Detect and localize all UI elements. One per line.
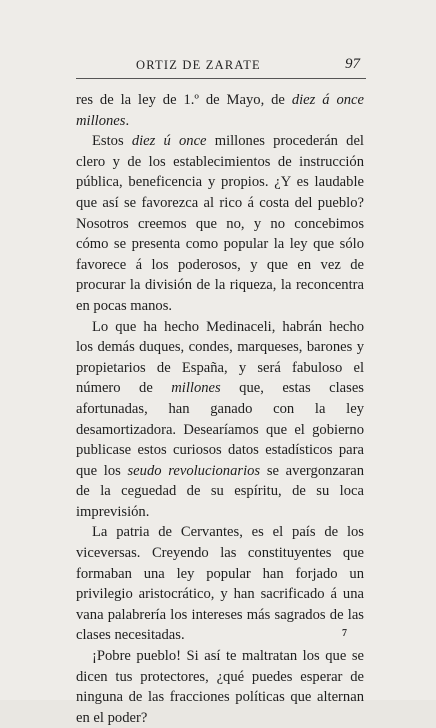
text-run: se avergonzaran de la ceguedad de su espíritu, de su loca imprevisión. xyxy=(76,462,364,520)
running-title: ORTIZ DE ZARATE xyxy=(136,58,261,72)
text-run: millones procederán del clero y de los establecimientos de instrucción pública, beneficencia y propios. ¿Y es laudable que así se favorezca al rico á costa del pueblo? Nosotros creemos que no, y no concebimos cómo se presenta como popular la ley que sólo favorece á los poderosos, y que en vez de procurar la división de la riqueza, la reconcentra en pocas manos. xyxy=(76,133,364,314)
italic-text: seudo revolucionarios xyxy=(127,462,261,479)
text-run: . xyxy=(125,112,130,129)
text-run: res de la ley de 1.º de Mayo, de xyxy=(76,92,292,108)
body-text xyxy=(76,90,364,728)
header-rule xyxy=(76,78,366,79)
text-run: ¡Pobre pueblo! Si así te maltratan los que se dicen tus protectores, ¿qué puedes esperar de ninguna de las fracciones políticas que alternan en el poder? xyxy=(76,648,364,726)
italic-text: diez á once millones xyxy=(76,92,364,129)
paragraph xyxy=(76,522,364,646)
paragraph xyxy=(76,646,364,728)
page-number: 97 xyxy=(345,56,360,72)
signature-mark: 7 xyxy=(342,628,347,639)
text-run: que, estas clases afortunadas, han ganado con la ley desamortizadora. Desearíamos que el gobierno publicase estos curiosos datos estadísticos para que los xyxy=(76,380,364,479)
paragraph xyxy=(76,90,364,131)
italic-text: millones xyxy=(171,380,221,397)
text-run: La patria de Cervantes, es el país de los viceversas. Creyendo las constituyentes que formaban una ley popular han forjado un privilegio aristocrático, y han sacrificado á una vana palabrería los intereses más sagrados de las clases necesitadas. xyxy=(76,524,364,644)
text-run: Estos xyxy=(92,133,132,150)
paragraph xyxy=(76,131,364,316)
italic-text: diez ú once xyxy=(131,133,207,150)
page-header xyxy=(0,56,436,78)
text-run: Lo que ha hecho Medinaceli, habrán hecho los demás duques, condes, marqueses, barones y propietarios de España, y será fabuloso el número de xyxy=(76,318,364,397)
paragraph xyxy=(76,317,364,523)
